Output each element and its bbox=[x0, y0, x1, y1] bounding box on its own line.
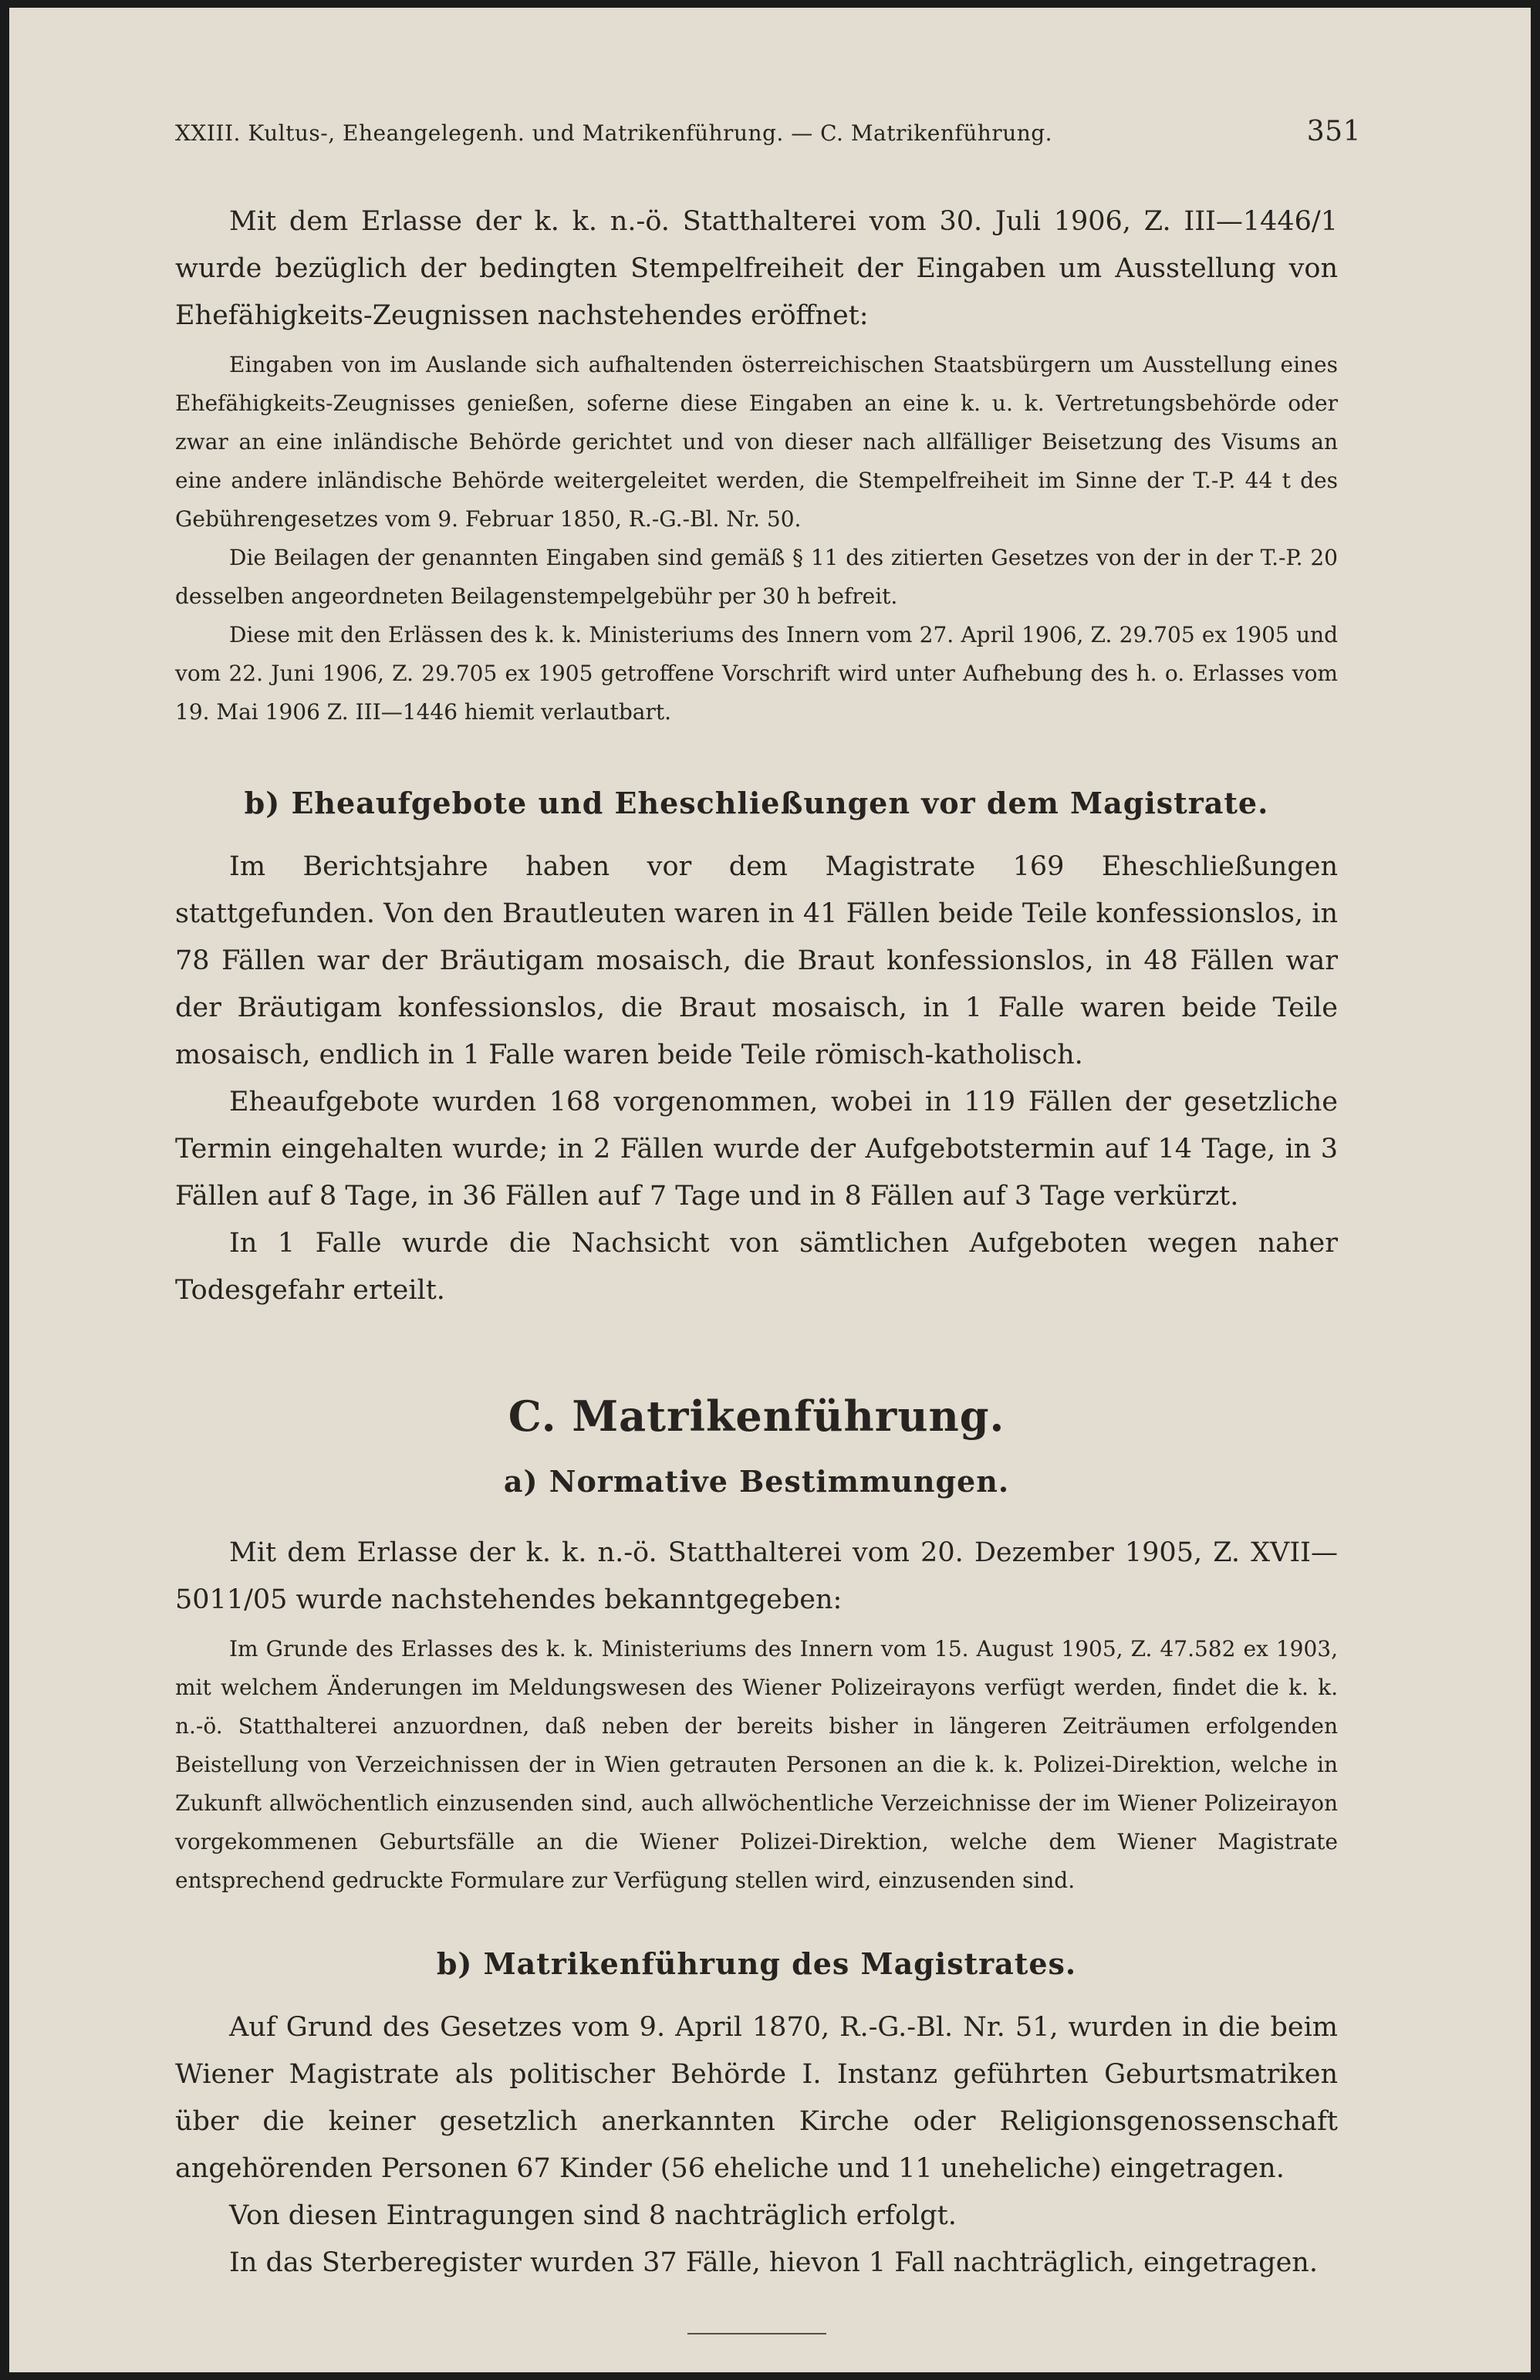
paragraph-marriages: Im Berichtsjahre haben vor dem Magistrate 169 Eheschließungen stattgefunden. Von den Brautleuten waren in 41 Fällen beide Teile konfessionslos, in 78 Fällen war der Bräutigam mosaisch, die Braut konfessionslos, in 48 Fällen war der Bräutigam konfessionslos, die Braut mosaisch, in 1 Falle waren beide Teile mosaisch, endlich in 1 Falle waren beide Teile römisch-katholisch. bbox=[175, 851, 1338, 1070]
document-page bbox=[9, 8, 1531, 2372]
paragraph-dispensation: In 1 Falle wurde die Nachsicht von sämtlichen Aufgeboten wegen naher Todesgefahr erteilt. bbox=[175, 1228, 1338, 1306]
paragraph-late-entries: Von diesen Eintragungen sind 8 nachträglich erfolgt. bbox=[229, 2200, 957, 2231]
paragraph-quote: Eingaben von im Auslande sich aufhaltenden österreichischen Staatsbürgern um Ausstellung eines Ehefähigkeits-Zeugnisses genießen, soferne diese Eingaben an eine k. u. k. Vertretungsbehörde oder zwar an eine inländische Behörde gerichtet und von dieser nach allfälliger Beisetzung des Visums an eine andere inländische Behörde weitergeleitet werden, die Stempelfreiheit im Sinne der T.-P. 44 t des Gebührengesetzes vom 9. Februar 1850, R.-G.-Bl. Nr. 50. bbox=[175, 352, 1338, 532]
paragraph-decree-intro: Mit dem Erlasse der k. k. n.-ö. Statthalterei vom 30. Juli 1906, Z. III—1446/1 wurde bezüglich der bedingten Stempelfreiheit der Eingaben um Ausstellung von Ehefähigkeits-Zeugnissen nachstehendes eröffnet: bbox=[175, 206, 1338, 331]
subsection-heading-a: a) Normative Bestimmungen. bbox=[503, 1464, 1010, 1499]
section-heading-b: b) Eheaufgebote und Eheschließungen vor dem Magistrate. bbox=[244, 786, 1269, 820]
section-heading-c: C. Matrikenführung. bbox=[508, 1391, 1005, 1441]
running-header bbox=[175, 116, 1361, 147]
paragraph-quote: Die Beilagen der genannten Eingaben sind gemäß § 11 des zitierten Gesetzes von der in der T.-P. 20 desselben angeordneten Beilagenstempelgebühr per 30 h befreit. bbox=[175, 545, 1338, 609]
paragraph-quote: Im Grunde des Erlasses des k. k. Ministeriums des Innern vom 15. August 1905, Z. 47.582 ex 1903, mit welchem Änderungen im Meldungswesen des Wiener Polizeirayons verfügt werden, findet die k. k. n.-ö. Statthalterei anzuordnen, daß neben der bereits bisher in längeren Zeiträumen erfolgenden Beistellung von Verzeichnissen der in Wien getrauten Personen an die k. k. Polizei-Direktion, welche in Zukunft allwöchentlich einzusenden sind, auch allwöchentliche Verzeichnisse der im Wiener Polizeirayon vorgekommenen Geburtsfälle an die Wiener Polizei-Direktion, welche dem Wiener Magistrate entsprechend gedruckte Formulare zur Verfügung stellen wird, einzusenden sind. bbox=[175, 1636, 1338, 1893]
paragraph-banns: Eheaufgebote wurden 168 vorgenommen, wobei in 119 Fällen der gesetzliche Termin eingehalten wurde; in 2 Fällen wurde der Aufgebotstermin auf 14 Tage, in 3 Fällen auf 8 Tage, in 36 Fällen auf 7 Tage und in 8 Fällen auf 3 Tage verkürzt. bbox=[175, 1087, 1338, 1212]
running-title: XXIII. Kultus-, Eheangelegenh. und Matrikenführung. — C. Matrikenführung. bbox=[175, 120, 1053, 146]
paragraph-quote: Diese mit den Erlässen des k. k. Ministeriums des Innern vom 27. April 1906, Z. 29.705 ex 1905 und vom 22. Juni 1906, Z. 29.705 ex 1905 getroffene Vorschrift wird unter Aufhebung des h. o. Erlasses vom 19. Mai 1906 Z. III—1446 hiemit verlautbart. bbox=[175, 622, 1338, 725]
page-number: 351 bbox=[1306, 116, 1361, 147]
paragraph-birth-registers: Auf Grund des Gesetzes vom 9. April 1870, R.-G.-Bl. Nr. 51, wurden in die beim Wiener Magistrate als politischer Behörde I. Instanz geführten Geburtsmatriken über die keiner gesetzlich anerkannten Kirche oder Religionsgenossenschaft angehörenden Personen 67 Kinder (56 eheliche und 11 uneheliche) eingetragen. bbox=[175, 2012, 1338, 2184]
paragraph-death-register: In das Sterberegister wurden 37 Fälle, hievon 1 Fall nachträglich, eingetragen. bbox=[229, 2247, 1318, 2278]
subsection-heading-b: b) Matrikenführung des Magistrates. bbox=[436, 1946, 1077, 1981]
paragraph-decree-intro: Mit dem Erlasse der k. k. n.-ö. Statthalterei vom 20. Dezember 1905, Z. XVII—5011/05 wurde nachstehendes bekanntgegeben: bbox=[175, 1537, 1338, 1615]
closing-rule bbox=[687, 2333, 826, 2334]
